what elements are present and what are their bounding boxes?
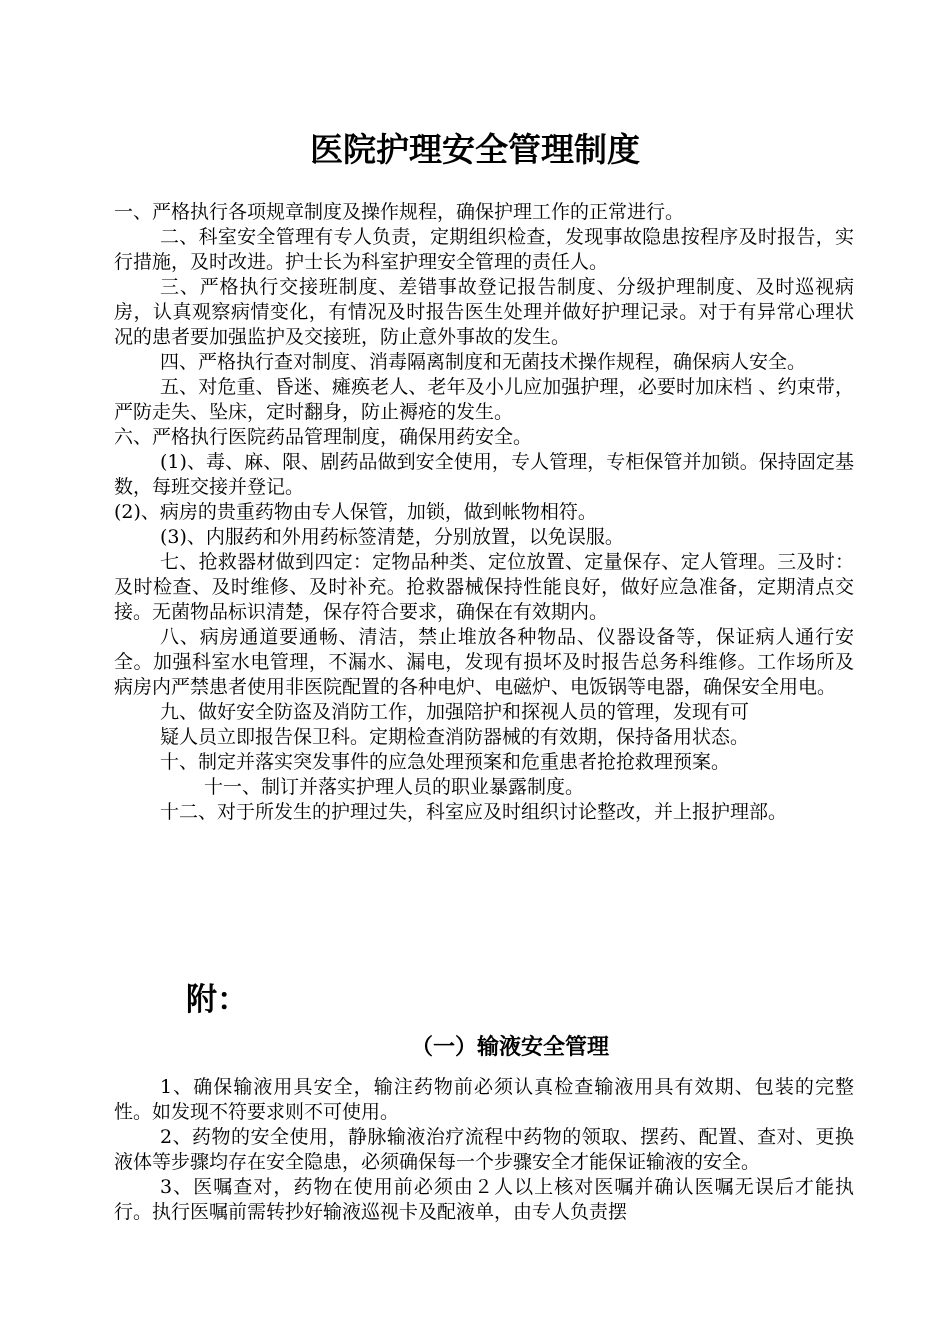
infusion-section-body [114, 1075, 854, 1225]
clause-6-item-2: (2)、病房的贵重药物由专人保管，加锁，做到帐物相符。 [114, 501, 597, 523]
document-title: 医院护理安全管理制度 [310, 130, 640, 169]
infusion-item-2: 2、药物的安全使用，静脉输液治疗流程中药物的领取、摆药、配置、查对、更换液体等步骤均存在安全隐患，必须确保每一个步骤安全才能保证输液的安全。 [114, 1126, 854, 1173]
annex-label: 附： [186, 982, 248, 1018]
clause-9: 九、做好安全防盗及消防工作，加强陪护和探视人员的管理，发现有可 [160, 701, 750, 723]
clause-5: 五、对危重、昏迷、瘫痪老人、老年及小儿应加强护理，必要时加床档 、约束带，严防走失、坠床，定时翻身，防止褥疮的发生。 [114, 376, 854, 423]
clause-7: 七、抢救器材做到四定：定物品种类、定位放置、定量保存、定人管理。三及时：及时检查、及时维修、及时补充。抢救器械保持性能良好，做好应急准备，定期清点交接。无菌物品标识清楚，保存符合要求，确保在有效期内。 [114, 551, 854, 623]
clause-6-item-3: (3)、内服药和外用药标签清楚，分别放置，以免误服。 [160, 526, 624, 548]
infusion-item-1: 1、确保输液用具安全，输注药物前必须认真检查输液用具有效期、包装的完整性。如发现不符要求则不可使用。 [114, 1076, 854, 1123]
clause-8: 八、病房通道要通畅、清洁，禁止堆放各种物品、仪器设备等，保证病人通行安全。加强科室水电管理，不漏水、漏电，发现有损坏及时报告总务科维修。工作场所及病房内严禁患者使用非医院配置的各种电炉、电磁炉、电饭锅等电器，确保安全用电。 [114, 626, 854, 698]
clause-11: 十一、制订并落实护理人员的职业暴露制度。 [204, 776, 585, 798]
infusion-item-3: 3、医嘱查对，药物在使用前必须由２人以上核对医嘱并确认医嘱无误后才能执行。执行医嘱前需转抄好输液巡视卡及配液单，由专人负责摆 [114, 1176, 854, 1223]
clause-1: 一、严格执行各项规章制度及操作规程，确保护理工作的正常进行。 [114, 201, 685, 223]
clause-12: 十二、对于所发生的护理过失，科室应及时组织讨论整改，并上报护理部。 [160, 801, 788, 823]
clause-3: 三、严格执行交接班制度、差错事故登记报告制度、分级护理制度、及时巡视病房，认真观察病情变化，有情况及时报告医生处理并做好护理记录。对于有异常心理状况的患者要加强监护及交接班，防止意外事故的发生。 [114, 276, 854, 348]
regulation-body [114, 200, 854, 825]
clause-10: 十、制定并落实突发事件的应急处理预案和危重患者抢抢救理预案。 [160, 751, 731, 773]
clause-2: 二、科室安全管理有专人负责，定期组织检查，发现事故隐患按程序及时报告，实行措施，及时改进。护士长为科室护理安全管理的责任人。 [114, 226, 854, 273]
clause-4: 四、严格执行查对制度、消毒隔离制度和无菌技术操作规程，确保病人安全。 [160, 351, 807, 373]
section-heading: （一）输液安全管理 [410, 1035, 609, 1060]
clause-6-item-1: (1)、毒、麻、限、剧药品做到安全使用，专人管理，专柜保管并加锁。保持固定基数，每班交接并登记。 [114, 451, 854, 498]
clause-6: 六、严格执行医院药品管理制度，确保用药安全。 [114, 426, 533, 448]
clause-9-continued: 疑人员立即报告保卫科。定期检查消防器械的有效期，保持备用状态。 [160, 726, 750, 748]
